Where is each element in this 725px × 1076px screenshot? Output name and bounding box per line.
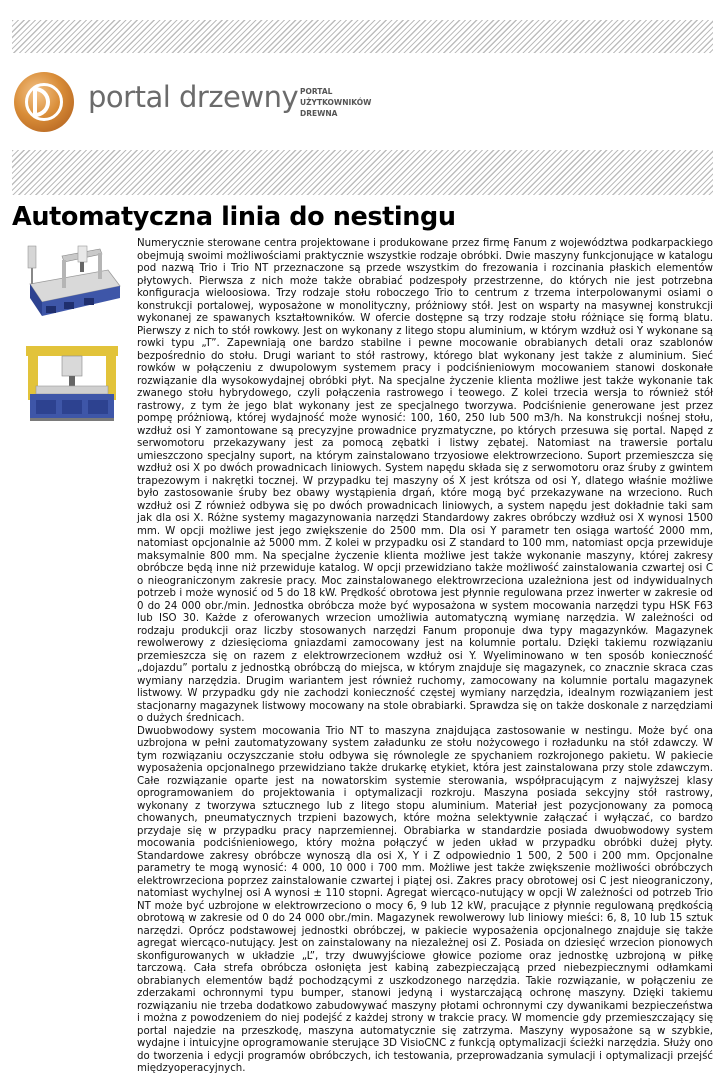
decorative-stripe-band-middle	[12, 150, 713, 195]
cnc-router-machine-photo	[22, 240, 122, 324]
logo-tagline	[300, 86, 430, 119]
article-title: Automatyczna linia do nestingu	[12, 202, 456, 232]
cnc-machine-front-view-photo	[22, 342, 122, 424]
article-paragraph: Numerycznie sterowane centra projektowane i produkowane przez firmę Fanum z województwa podkarpackiego obejmują swoimi możliwościami praktycznie wszystkie rodzaje obróbki. Dwie maszyny funkcjonujące w katalogu pod nazwą Trio i Trio NT przeznaczone są przede wszystkim do frezowania i rozcinania płaskich elementów płytowych. Pierwsza z nich może także obrabiać podzespoły przestrzenne, do których nie jest potrzebna konfiguracja wieloosiowa. Trzy rodzaje stołu roboczego Trio to centrum z trzema interpolowanymi osiami o konstrukcji portalowej, wyposażone w monolityczny, próżniowy stół. Jest on wsparty na masywnej konstrukcji wykonanej ze spawanych kształtowników. W ofercie dostępne są trzy rodzaje stołu różniące się formą blatu. Pierwszy z nich to stół rowkowy. Jest on wykonany z litego stopu aluminium, w którym wzdłuż osi Y wykonane są rowki typu „T”. Zapewniają one bardzo stabilne i pewne mocowanie obrabianych detali oraz szablonów bezpośrednio do stołu. Drugi wariant to stół rastrowy, którego blat wykonany jest także z aluminium. Sieć rowków w połączeniu z dwupolowym systemem pracy i podciśnieniowym mocowaniem stanowi doskonałe rozwiązanie dla wysokowydajnej obróbki płyt. Na specjalne życzenie klienta możliwe jest także wykonanie tak zwanego stołu hybrydowego, czyli połączenia rastrowego i teowego. Z kolei trzecia wersja to również stół rastrowy, z tym że jego blat wykonany jest ze specjalnego tworzywa. Podciśnienie generowane jest przez pompę próżniową, której wydajność może wynosić: 100, 160, 250 lub 500 m3/h. Na konstrukcji nośnej stołu, wzdłuż osi Y zamontowane są precyzyjne prowadnice pryzmatyczne, po których przesuwa się portal. Napęd z serwomotoru przekazywany jest za pomocą zębatki i listwy zębatej. Natomiast na trawersie portalu umieszczono specjalny suport, na którym zainstalowano trzyosiowe elektrowrzeciono. Suport przemieszcza się wzdłuż osi X po dwóch prowadnicach liniowych. System napędu składa się z serwomotoru oraz śruby z gwintem trapezowym i nakrętki tocznej. W przypadku tej maszyny oś X jest krótsza od osi Y, dlatego właśnie możliwe było zastosowanie śruby bez obawy wystąpienia drgań, które mogą być przekazywane na wrzeciono. Ruch wzdłuż osi Z również odbywa się po dwóch prowadnicach liniowych, a system napędu jest dokładnie taki sam jak dla osi X. Różne systemy magazynowania narzędzi Standardowy zakres obróbczy wzdłuż osi X wynosi 1500 mm. W opcji możliwe jest jego zwiększenie do 2500 mm. Dla osi Y parametr ten osiąga wartość 2000 mm, natomiast opcjonalnie aż 5000 mm. Z kolei w przypadku osi Z standard to 100 mm, natomiast opcja przewiduje maksymalnie 800 mm. Na specjalne życzenie klienta możliwe jest także wykonanie maszyny, której zakresy obróbcze będą inne niż przewiduje katalog. W opcji przewidziano także możliwość zainstalowania czwartej osi C o nieograniczonym zakresie pracy. Moc zainstalowanego elektrowrzeciona uzależniona jest od indywidualnych potrzeb i może wynosić od 5 do 18 kW. Prędkość obrotowa jest płynnie regulowana przez inwerter w zakresie od 0 do 24 000 obr./min. Jednostka obróbcza może być wyposażona w system mocowania narzędzi typu HSK F63 lub ISO 30. Każde z oferowanych wrzecion umożliwia automatyczną wymianę narzędzia. W zależności od rodzaju produkcji oraz liczby stosowanych narzędzi Fanum proponuje dwa typy magazynków. Magazynek rewolwerowy z dziesięcioma gniazdami zamocowany jest na kolumnie portalu. Dzięki takiemu rozwiązaniu przemieszcza się on razem z elektrowrzecionem wzdłuż osi Y. Wyeliminowano w ten sposób konieczność „dojazdu” portalu z jednostką obróbczą do miejsca, w którym znajduje się magazynek, co znacznie skraca czas wymiany narzędzia. Drugim wariantem jest również ruchomy, zamocowany na kolumnie portalu magazynek listwowy. W przypadku gdy nie zachodzi konieczność częstej wymiany narzędzia, idealnym rozwiązaniem jest stacjonarny magazynek listwowy mocowany na stole obrabiarki. Sprawdza się on także doskonale z narzędziami o dużych średnicach.	[137, 238, 713, 724]
logo-emblem-icon	[14, 72, 74, 132]
portal-drzewny-logo[interactable]	[14, 72, 434, 138]
logo-name: portal drzewny	[88, 80, 299, 114]
decorative-stripe-band-top	[12, 20, 713, 53]
logo-tagline-line: DREWNA	[300, 109, 338, 118]
logo-tagline-line: UŻYTKOWNIKÓW	[300, 98, 372, 107]
article-paragraph: Dwuobwodowy system mocowania Trio NT to maszyna znajdująca zastosowanie w nestingu. Może być ona uzbrojona w pełni zautomatyzowany system załadunku ze stołu nożycowego i rozładunku na stół zdawczy. W tym rozwiązaniu oczyszczanie stołu odbywa się równolegle ze spychaniem rozkrojonego pakietu. W pakiecie wyposażenia opcjonalnego przewidziano także drukarkę etykiet, która jest zainstalowana przy stole zdawczym. Całe rozwiązanie oparte jest na nowatorskim systemie sterowania, współpracującym z najwyższej klasy oprogramowaniem do projektowania i optymalizacji rozkroju. Maszyna posiada sekcyjny stół rastrowy, wykonany z tworzywa sztucznego lub z litego stopu aluminium. Materiał jest pozycjonowany za pomocą chowanych, pneumatycznych trzpieni bazowych, które można selektywnie załączać i wyłączać, co bardzo przydaje się w przypadku pracy naprzemiennej. Obrabiarka w standardzie posiada dwuobwodowy system mocowania podciśnieniowego, który można połączyć w jeden układ w przypadku obróbki dużej płyty. Standardowe zakresy obróbcze wynoszą dla osi X, Y i Z odpowiednio 1 500, 2 500 i 200 mm. Opcjonalne parametry te mogą wynosić: 4 000, 10 000 i 700 mm. Możliwe jest także zwiększenie możliwości obróbczych elektrowrzeciona poprzez zainstalowanie czwartej i piątej osi. Zakres pracy obrotowej osi C jest nieograniczony, natomiast wychylnej osi A wynosi ± 110 stopni. Agregat wiercąco-nutujący w opcji W zależności od potrzeb Trio NT może być uzbrojone w elektrowrzeciono o mocy 6, 9 lub 12 kW, pracujące z płynnie regulowaną prędkością obrotową w zakresie od 0 do 24 000 obr./min. Magazynek rewolwerowy lub liniowy mieści: 6, 8, 10 lub 15 sztuk narzędzi. Oprócz podstawowej jednostki obróbczej, w pakiecie wyposażenia opcjonalnego znajduje się także agregat wiercąco-nutujący. Jest on zainstalowany na niezależnej osi Z. Posiada on dziesięć wrzecion pionowych skonfigurowanych w układzie „L”, trzy dwuwyjściowe głowice poziome oraz jednostkę uzbrojoną w piłkę tarczową. Cała strefa obróbcza osłonięta jest kabiną zabezpieczającą przed niebezpiecznymi odłamkami obrabianych elementów bądź pochodzącymi z uszkodzonego narzędzia. Takie rozwiązanie, w połączeniu ze zderzakami ochronnymi typu bumper, stanowi jedyną i wystarczającą ochronę maszyny. Dzięki takiemu rozwiązaniu nie trzeba dodatkowo zabudowywać maszyny płotami ochronnymi czy dywanikami bezpieczeństwa i można z powodzeniem do niej podejść z każdej strony w trakcie pracy. W momencie gdy przemieszczający się portal najedzie na przeszkodę, maszyna automatycznie się zatrzyma. Maszyny wyposażone są w szybkie, wydajne i intuicyjne oprogramowanie sterujące 3D VisioCNC z funkcją optymalizacji ścieżki narzędzia. Służy ono do tworzenia i edycji programów obróbczych, ich testowania, przeprowadzania symulacji i optymalizacji przejść międzyoperacyjnych.	[137, 725, 713, 1074]
article-body	[137, 238, 713, 1076]
logo-tagline-line: PORTAL	[300, 87, 333, 96]
